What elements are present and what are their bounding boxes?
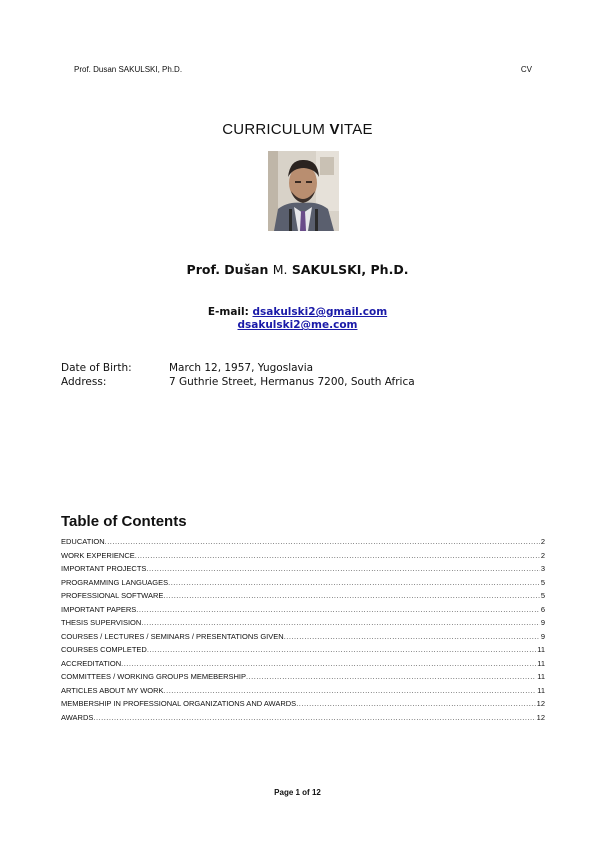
address-value: 7 Guthrie Street, Hermanus 7200, South Africa: [169, 376, 415, 388]
toc-entry-page: 11: [537, 685, 545, 695]
toc-entry-page: 11: [537, 645, 545, 654]
toc-entry[interactable]: [61, 618, 545, 632]
toc-entry-title: AWARDS: [61, 712, 94, 722]
email-line-2: [0, 319, 595, 332]
email-line-1: [0, 306, 595, 319]
toc-entry-page: 2: [540, 537, 545, 546]
address-row: [61, 375, 415, 389]
toc-entry-page: 12: [536, 699, 545, 708]
toc-entry[interactable]: [61, 591, 545, 605]
personal-info: [61, 361, 415, 389]
toc-entry-title: IMPORTANT PAPERS: [61, 604, 137, 614]
toc-entry-title: EDUCATION: [61, 537, 105, 546]
toc-entry[interactable]: [61, 699, 545, 713]
name-prefix: Prof. Dušan: [186, 262, 273, 277]
toc-entry[interactable]: [61, 551, 545, 565]
toc-entry-title: PROGRAMMING LANGUAGES: [61, 577, 169, 587]
toc-entry[interactable]: [61, 578, 545, 592]
toc-entry-title: WORK EXPERIENCE: [61, 550, 135, 560]
toc-leader-dots: [147, 645, 536, 654]
toc-entry-title: PROFESSIONAL SOFTWARE: [61, 591, 164, 600]
toc-entry[interactable]: [61, 713, 545, 727]
email-label: E-mail:: [207, 306, 253, 318]
toc-leader-dots: [164, 686, 537, 695]
toc-entry-page: 2: [540, 550, 545, 560]
dob-label: Date of Birth:: [61, 362, 132, 374]
toc-entry-page: 12: [536, 712, 545, 722]
toc-entry[interactable]: [61, 564, 545, 578]
name-initial: M.: [272, 262, 288, 277]
toc-leader-dots: [136, 605, 540, 614]
toc-entry[interactable]: [61, 686, 545, 700]
header-author: Prof. Dusan SAKULSKI, Ph.D.: [74, 65, 183, 74]
toc-entry-page: 9: [540, 618, 545, 627]
table-of-contents: [61, 537, 545, 726]
person-name: [0, 262, 595, 277]
toc-entry[interactable]: [61, 537, 545, 551]
toc-entry[interactable]: [61, 659, 545, 673]
title-part2: ITAE: [339, 121, 373, 138]
email-block: [0, 306, 595, 332]
toc-leader-dots: [121, 659, 536, 668]
title-part1: CURRICULUM: [222, 121, 330, 138]
document-title: [0, 121, 595, 138]
page-footer: Page 1 of 12: [274, 788, 321, 797]
toc-entry-page: 3: [540, 564, 545, 573]
toc-leader-dots: [284, 632, 540, 641]
toc-leader-dots: [168, 578, 540, 587]
toc-entry[interactable]: [61, 672, 545, 686]
toc-leader-dots: [163, 591, 539, 600]
toc-leader-dots: [93, 713, 535, 722]
toc-entry[interactable]: [61, 645, 545, 659]
email-link-primary[interactable]: dsakulski2@gmail.com: [252, 306, 388, 318]
header-doc-code: CV: [520, 65, 532, 74]
toc-entry[interactable]: [61, 632, 545, 646]
toc-entry-title: ACCREDITATION: [61, 658, 122, 668]
toc-entry-page: 5: [540, 591, 545, 600]
toc-entry-page: 9: [540, 631, 545, 641]
toc-entry-title: COURSES / LECTURES / SEMINARS / PRESENTATIONS GIVEN: [61, 631, 284, 641]
toc-leader-dots: [296, 699, 535, 708]
toc-entry-page: 5: [540, 577, 545, 587]
toc-leader-dots: [146, 564, 539, 573]
toc-entry-page: 11: [537, 658, 545, 668]
address-label: Address:: [61, 376, 107, 388]
toc-entry-title: COURSES COMPLETED: [61, 645, 147, 654]
toc-heading: Table of Contents: [61, 513, 187, 530]
toc-leader-dots: [105, 537, 540, 546]
toc-leader-dots: [246, 672, 536, 681]
toc-entry-title: IMPORTANT PROJECTS: [61, 564, 147, 573]
toc-leader-dots: [141, 618, 540, 627]
toc-entry-title: COMMITTEES / WORKING GROUPS MEMEBERSHIP: [61, 672, 247, 681]
email-link-secondary[interactable]: dsakulski2@me.com: [237, 319, 358, 331]
profile-photo: [268, 151, 339, 231]
toc-entry-title: MEMBERSHIP IN PROFESSIONAL ORGANIZATIONS AND AWARDS: [61, 699, 297, 708]
name-rest: SAKULSKI, Ph.D.: [287, 262, 409, 277]
toc-leader-dots: [135, 551, 540, 560]
toc-entry-page: 11: [537, 672, 545, 681]
toc-entry-page: 6: [540, 604, 545, 614]
toc-entry[interactable]: [61, 605, 545, 619]
dob-value: March 12, 1957, Yugoslavia: [169, 362, 314, 374]
dob-row: [61, 361, 415, 375]
toc-entry-title: THESIS SUPERVISION: [61, 618, 142, 627]
toc-entry-title: ARTICLES ABOUT MY WORK: [61, 685, 164, 695]
title-v: V: [329, 121, 340, 138]
